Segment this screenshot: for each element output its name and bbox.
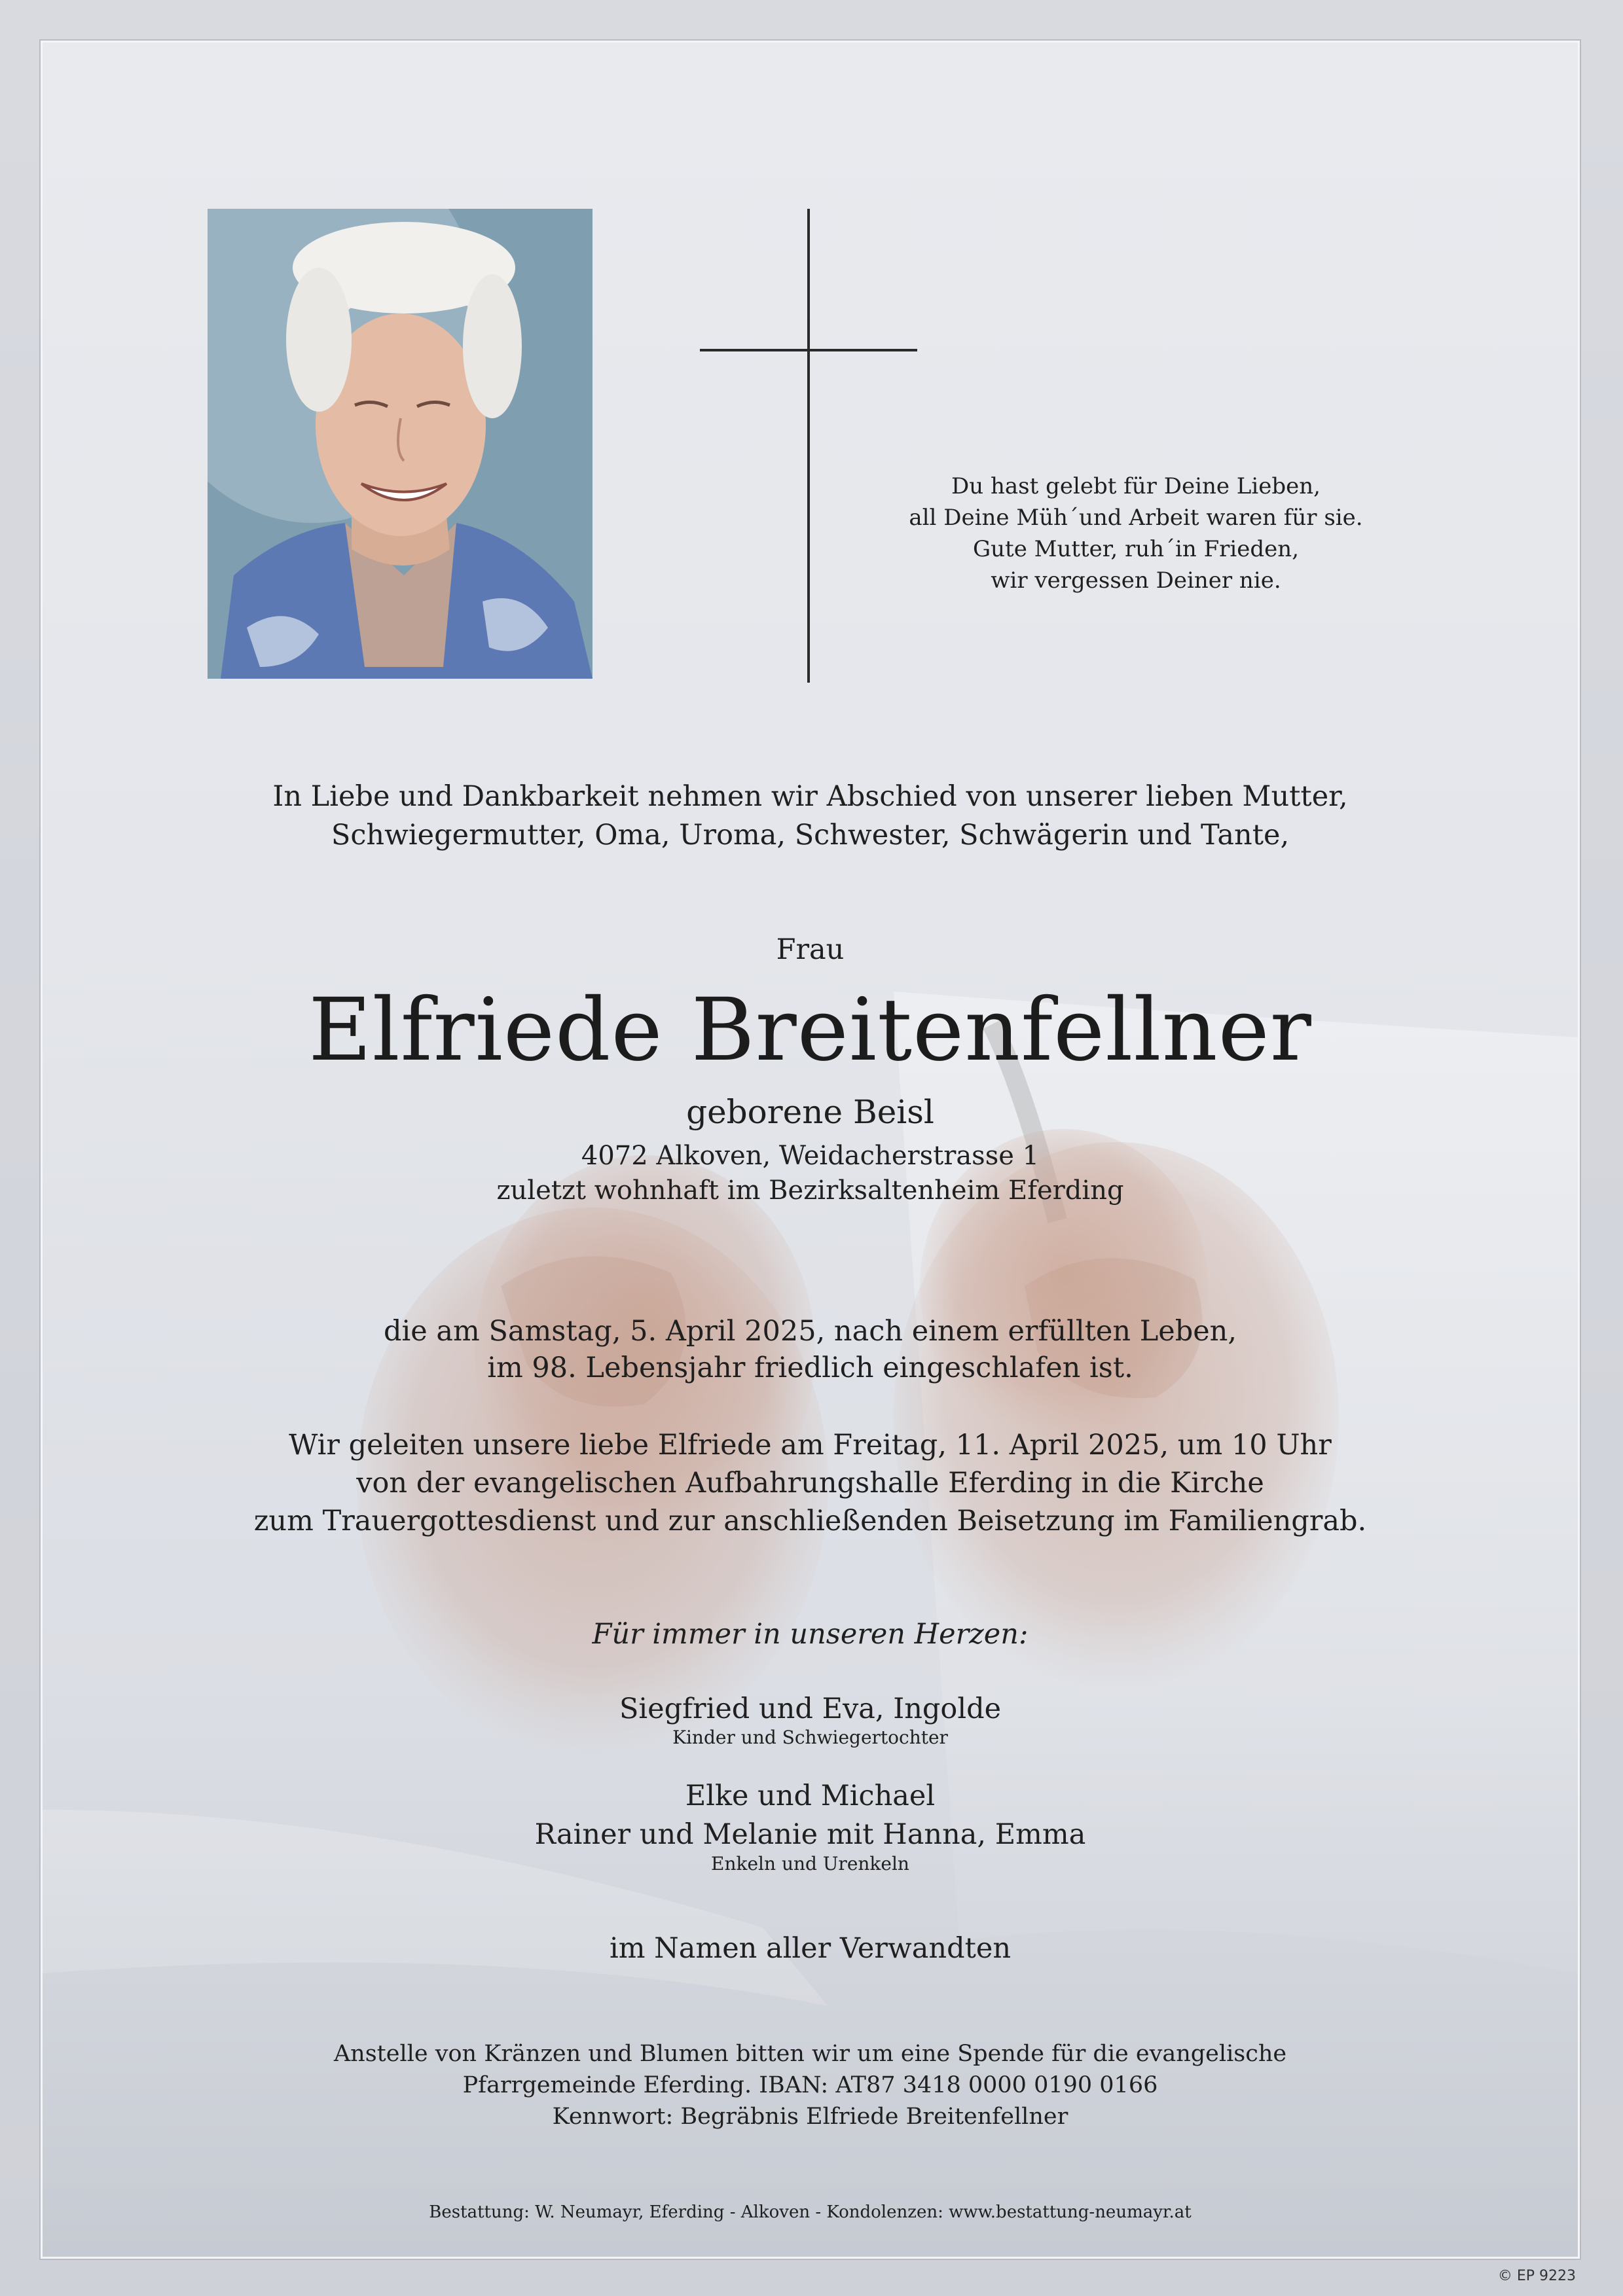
poem <box>894 471 1378 596</box>
poem-line: all Deine Müh´und Arbeit waren für sie. <box>909 505 1363 531</box>
intro-line: Schwiegermutter, Oma, Uroma, Schwester, Schwägerin und Tante, <box>331 819 1290 852</box>
portrait-photo <box>208 209 593 679</box>
funeral-notice-line: Wir geleiten unsere liebe Elfriede am Freitag, 11. April 2025, um 10 Uhr <box>289 1429 1332 1462</box>
poem-line: Du hast gelebt für Deine Lieben, <box>951 473 1321 499</box>
footer-undertaker: Bestattung: W. Neumayr, Eferding - Alkoven - Kondolenzen: www.bestattung-neumayr.at <box>429 2202 1192 2222</box>
mourners-heading: Für immer in unseren Herzen: <box>592 1618 1029 1651</box>
salutation: Frau <box>776 933 845 966</box>
donation-line: Anstelle von Kränzen und Blumen bitten wir um eine Spende für die evangelische <box>333 2041 1287 2067</box>
donation-line: Kennwort: Begräbnis Elfriede Breitenfellner <box>552 2104 1068 2130</box>
poem-line: wir vergessen Deiner nie. <box>991 567 1281 594</box>
deceased-name: Elfriede Breitenfellner <box>308 980 1312 1081</box>
mourner-names: Elke und Michael <box>685 1780 936 1812</box>
donation-line: Pfarrgemeinde Eferding. IBAN: AT87 3418 0000 0190 0166 <box>462 2072 1158 2098</box>
funeral-notice-line: von der evangelischen Aufbahrungshalle Eferding in die Kirche <box>356 1467 1264 1499</box>
print-code: © EP 9223 <box>1497 2268 1576 2284</box>
mourner-names: Siegfried und Eva, Ingolde <box>619 1693 1002 1725</box>
mourner-relation: Enkeln und Urenkeln <box>711 1853 909 1874</box>
mourner-names: Rainer und Melanie mit Hanna, Emma <box>534 1818 1086 1851</box>
cross-horizontal-bar <box>700 349 917 351</box>
poem-line: Gute Mutter, ruh´in Frieden, <box>973 536 1299 562</box>
funeral-notice-line: zum Trauergottesdienst und zur anschließenden Beisetzung im Familiengrab. <box>253 1505 1367 1537</box>
maiden-name: geborene Beisl <box>686 1093 934 1131</box>
death-notice-line: im 98. Lebensjahr friedlich eingeschlafen ist. <box>487 1352 1133 1384</box>
obituary-card <box>41 41 1580 2259</box>
intro-line: In Liebe und Dankbarkeit nehmen wir Abschied von unserer lieben Mutter, <box>272 780 1348 813</box>
address: 4072 Alkoven, Weidacherstrasse 1 <box>581 1141 1040 1171</box>
mourner-relation: Kinder und Schwiegertochter <box>672 1727 948 1748</box>
cross-vertical-bar <box>807 209 810 683</box>
death-notice-line: die am Samstag, 5. April 2025, nach einem erfüllten Leben, <box>383 1315 1237 1348</box>
last-residence: zuletzt wohnhaft im Bezirksaltenheim Eferding <box>496 1175 1124 1206</box>
relatives-line: im Namen aller Verwandten <box>609 1932 1012 1965</box>
portrait-illustration <box>208 209 593 679</box>
